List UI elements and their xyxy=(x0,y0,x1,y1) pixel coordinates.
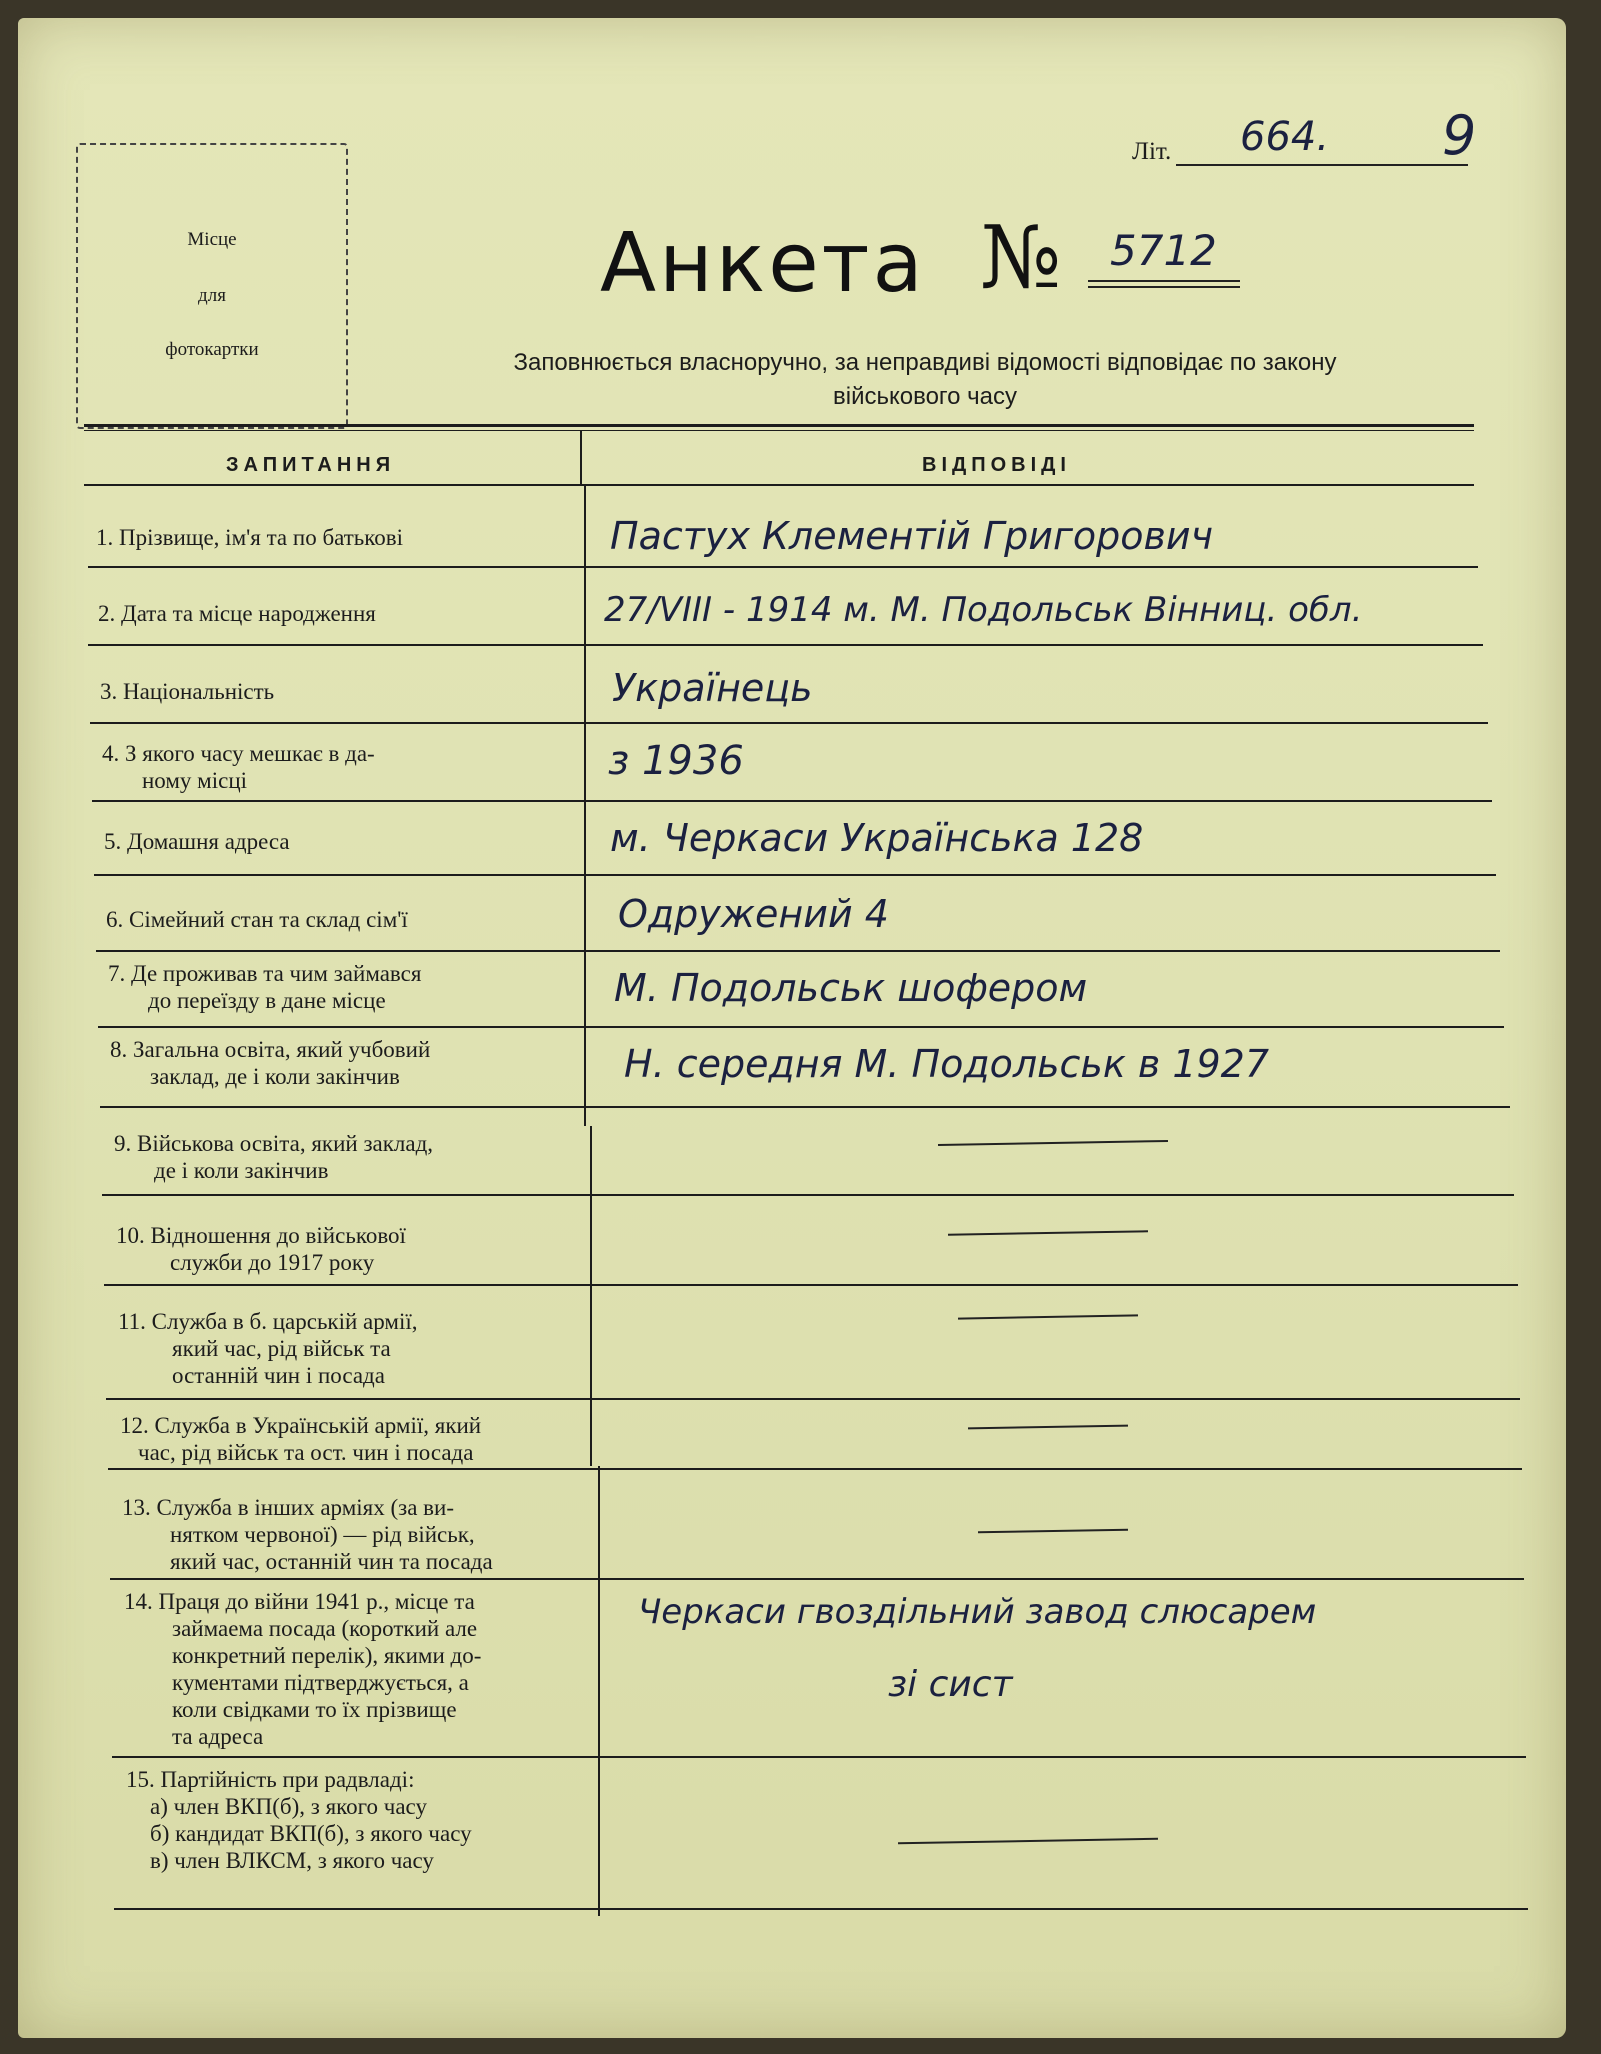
question-2: 2. Дата та місце народження xyxy=(98,601,376,626)
column-header-rule xyxy=(84,484,1474,486)
question-8: 8. Загальна освіта, який учбовий заклад, де і коли закінчив xyxy=(110,1037,431,1089)
subtitle xyxy=(390,346,1460,414)
column-divider-top xyxy=(580,430,582,486)
answer-6: Одружений 4 xyxy=(618,892,889,936)
row-separator-15 xyxy=(114,1908,1528,1910)
row-separator-13 xyxy=(110,1578,1524,1580)
column-divider-lower xyxy=(598,1466,600,1916)
form-number: 5712 xyxy=(1110,226,1217,275)
form-number-underline-2 xyxy=(1088,286,1240,288)
row-separator-3 xyxy=(90,722,1488,724)
answer-2: 27/VIII - 1914 м. М. Подольськ Вінниц. обл. xyxy=(604,590,1363,630)
answer-5: м. Черкаси Українська 128 xyxy=(610,816,1144,860)
number-sign: № xyxy=(980,208,1062,308)
page-number: 9 xyxy=(1442,104,1477,167)
answer-14-line-2: зі сист xyxy=(888,1664,1013,1705)
column-header-questions: ЗАПИТАННЯ xyxy=(226,454,396,476)
question-9: 9. Військова освіта, який заклад, де і коли закінчив xyxy=(114,1131,434,1183)
row-separator-10 xyxy=(104,1284,1518,1286)
question-7: 7. Де проживав та чим займався до переїзду в дане місце xyxy=(108,961,422,1013)
row-separator-4 xyxy=(92,800,1492,802)
row-separator-1 xyxy=(88,566,1478,568)
questionnaire-page xyxy=(18,18,1566,2038)
photo-label-3: фотокартки xyxy=(165,339,259,360)
row-separator-8 xyxy=(100,1106,1510,1108)
answer-8: Н. середня М. Подольськ в 1927 xyxy=(624,1042,1270,1086)
lit-label: Літ. xyxy=(1132,138,1172,165)
column-divider-upper xyxy=(584,486,586,1126)
subtitle-line-1: Заповнюється власноручно, за неправдиві відомості відповідає по закону xyxy=(513,349,1337,376)
question-5: 5. Домашня адреса xyxy=(104,829,290,854)
row-separator-11 xyxy=(106,1398,1520,1400)
question-4: 4. З якого часу мешкає в да- ному місці xyxy=(102,741,375,793)
photo-placeholder xyxy=(76,143,348,429)
answer-3: Українець xyxy=(612,666,813,710)
form-number-underline xyxy=(1088,280,1240,282)
lit-underline xyxy=(1176,164,1468,166)
answer-1: Пастух Клементій Григорович xyxy=(610,514,1214,558)
answer-9-dash xyxy=(938,1140,1168,1146)
question-6: 6. Сімейний стан та склад сім'ї xyxy=(106,907,408,932)
row-separator-2 xyxy=(88,644,1483,646)
answer-15-dash xyxy=(898,1838,1158,1845)
answer-12-dash xyxy=(968,1425,1128,1430)
row-separator-6 xyxy=(96,950,1500,952)
header-rule-thin xyxy=(84,430,1474,431)
question-3: 3. Національність xyxy=(100,679,275,704)
answer-10-dash xyxy=(948,1230,1148,1235)
answer-7: М. Подольськ шофером xyxy=(614,966,1088,1010)
row-separator-12 xyxy=(108,1468,1522,1470)
column-header-answers: ВІДПОВІДІ xyxy=(922,454,1071,476)
header-rule xyxy=(84,424,1474,427)
photo-label-1: Місце xyxy=(187,229,237,250)
question-10: 10. Відношення до військової служби до 1917 року xyxy=(116,1223,406,1275)
row-separator-14 xyxy=(112,1756,1526,1758)
photo-label-2: для xyxy=(198,285,226,306)
question-13: 13. Служба в інших арміях (за ви- нятком червоної) — рід військ, який час, останній чин та посада xyxy=(122,1495,493,1574)
answer-13-dash xyxy=(978,1529,1128,1534)
page-title: Анкета xyxy=(600,216,926,311)
subtitle-line-2: військового часу xyxy=(832,383,1018,410)
question-12: 12. Служба в Українській армії, який час, рід військ та ост. чин і посада xyxy=(120,1413,482,1465)
question-14: 14. Праця до війни 1941 р., місце та займаема посада (короткий але конкретний перелік), якими до- кументами підтверджується, а коли свідками то їх прізвище та адреса xyxy=(124,1589,482,1749)
lit-number: 664. xyxy=(1240,114,1330,160)
column-divider-middle xyxy=(590,1126,592,1466)
question-11: 11. Служба в б. царській армії, який час, рід військ та останній чин і посада xyxy=(118,1309,418,1388)
row-separator-5 xyxy=(94,874,1496,876)
question-15: 15. Партійність при радвладі: а) член ВКП(б), з якого часу б) кандидат ВКП(б), з якого часу в) член ВЛКСМ, з якого часу xyxy=(126,1767,472,1873)
row-separator-9 xyxy=(102,1194,1514,1196)
answer-11-dash xyxy=(958,1314,1138,1319)
answer-14-line-1: Черкаси гвоздільний завод слюсарем xyxy=(638,1592,1317,1632)
answer-4: з 1936 xyxy=(608,738,744,784)
question-1: 1. Прізвище, ім'я та по батькові xyxy=(96,525,404,550)
row-separator-7 xyxy=(98,1026,1504,1028)
